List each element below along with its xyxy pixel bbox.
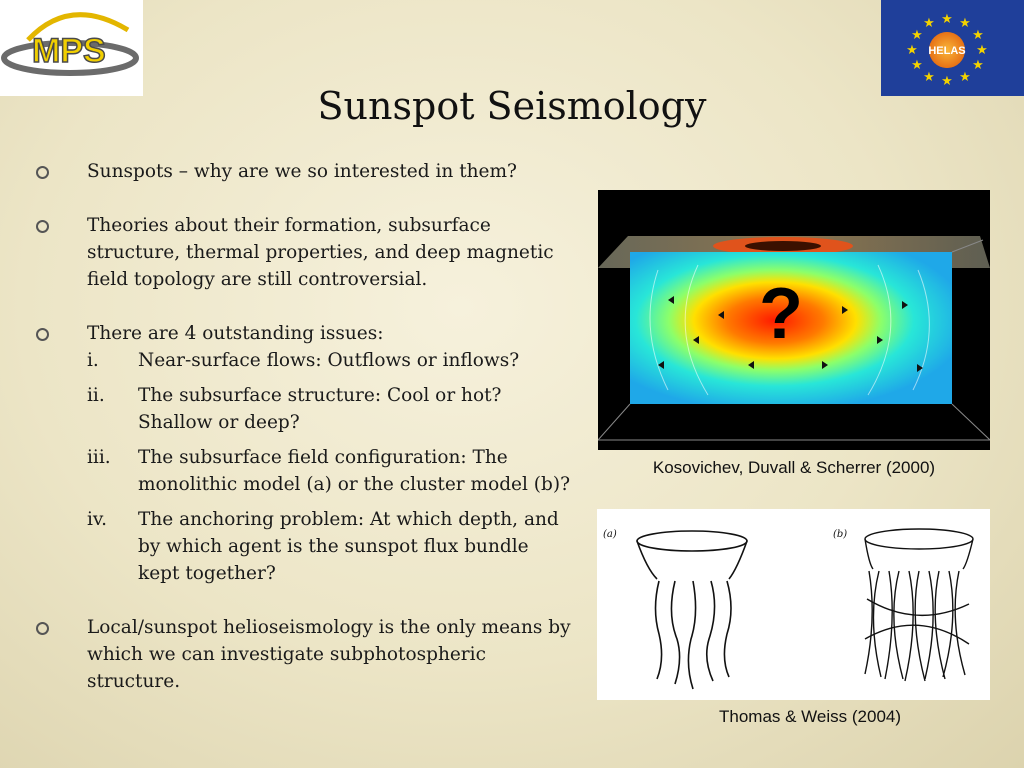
sunspot-cube-image [598, 190, 990, 450]
bullet-circle-icon [36, 220, 49, 233]
bullet-text: Local/sunspot helioseismology is the only means by which we can investigate subphotospheric structure. [87, 617, 571, 692]
mps-logo-text: MPS [32, 32, 106, 70]
svg-text:★: ★ [959, 16, 971, 31]
flux-tube-models-drawing [597, 509, 990, 700]
question-mark-overlay: ? [759, 274, 803, 354]
issue-item [32, 382, 572, 436]
issue-number: iv. [87, 509, 108, 530]
svg-text:★: ★ [906, 43, 918, 58]
figure2-caption: Thomas & Weiss (2004) [718, 707, 902, 726]
mps-logo [0, 0, 143, 96]
mps-logo-graphic [0, 0, 143, 96]
bullet-text: Sunspots – why are we so interested in them? [87, 161, 517, 182]
bullet-circle-icon [36, 166, 49, 179]
cluster-model-drawing [865, 529, 973, 681]
issue-item [32, 444, 572, 498]
flux-tube-models-figure [597, 509, 990, 700]
svg-text:★: ★ [972, 28, 984, 43]
svg-text:★: ★ [923, 70, 935, 85]
helas-logo [881, 0, 1024, 96]
bullet-item [32, 212, 572, 293]
model-b-label: (b) [833, 529, 848, 540]
issue-text: The subsurface field configuration: The monolithic model (a) or the cluster model (b)? [138, 447, 570, 495]
issue-number: i. [87, 350, 99, 371]
helas-logo-text: HELAS [928, 45, 966, 57]
svg-text:★: ★ [976, 43, 988, 58]
issue-item [32, 506, 572, 587]
svg-text:★: ★ [941, 12, 953, 27]
svg-text:★: ★ [911, 28, 923, 43]
bullet-item [32, 614, 572, 695]
issue-number: ii. [87, 385, 105, 406]
issue-number: iii. [87, 447, 111, 468]
model-a-label: (a) [603, 529, 617, 540]
bullet-list [32, 158, 572, 722]
svg-text:★: ★ [941, 74, 953, 89]
monolithic-model-drawing [637, 531, 747, 689]
bullet-circle-icon [36, 622, 49, 635]
issues-list [32, 347, 572, 587]
bullet-circle-icon [36, 328, 49, 341]
issue-text: The subsurface structure: Cool or hot? Shallow or deep? [138, 385, 502, 433]
svg-text:★: ★ [959, 70, 971, 85]
svg-text:★: ★ [911, 58, 923, 73]
sunspot-subsurface-figure [598, 190, 990, 450]
svg-text:★: ★ [972, 58, 984, 73]
bullet-text: There are 4 outstanding issues: [87, 323, 384, 344]
issue-text: The anchoring problem: At which depth, and by which agent is the sunspot flux bundle kept together? [138, 509, 559, 584]
svg-text:★: ★ [923, 16, 935, 31]
helas-logo-graphic [881, 0, 1024, 96]
bullet-item [32, 320, 572, 347]
figure1-caption: Kosovichev, Duvall & Scherrer (2000) [652, 458, 936, 477]
issue-item [32, 347, 572, 374]
bullet-item [32, 158, 572, 185]
slide-title: Sunspot Seismology [317, 84, 707, 128]
issue-text: Near-surface flows: Outflows or inflows? [138, 350, 520, 371]
bullet-text: Theories about their formation, subsurface structure, thermal properties, and deep magnetic field topology are still controversial. [87, 215, 554, 290]
